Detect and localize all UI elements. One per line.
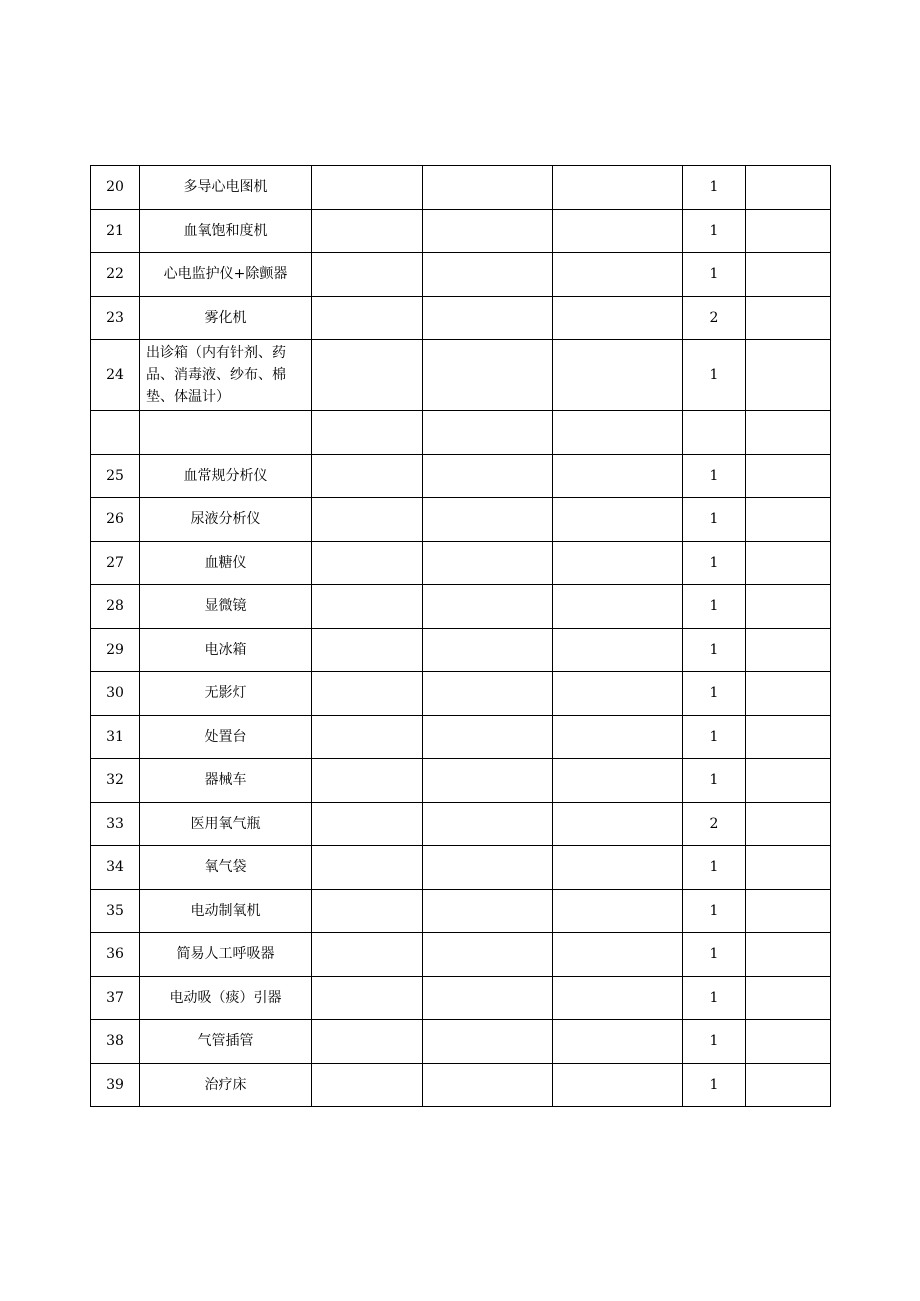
blank-cell-3 — [312, 1020, 423, 1064]
blank-cell-5 — [553, 166, 683, 210]
quantity-cell: 1 — [683, 933, 746, 977]
row-number-cell: 30 — [91, 672, 140, 716]
blank-cell-3 — [312, 933, 423, 977]
table-row — [91, 889, 831, 933]
blank-cell-5 — [553, 802, 683, 846]
quantity-cell: 1 — [683, 1020, 746, 1064]
equipment-name-cell: 气管插管 — [140, 1020, 312, 1064]
table-row — [91, 411, 831, 455]
table-row — [91, 802, 831, 846]
quantity-cell: 1 — [683, 846, 746, 890]
blank-cell-3 — [312, 411, 423, 455]
blank-cell-7 — [746, 1020, 831, 1064]
blank-cell-4 — [423, 759, 553, 803]
blank-cell-7 — [746, 340, 831, 411]
table-row — [91, 759, 831, 803]
equipment-name-cell: 血糖仪 — [140, 541, 312, 585]
blank-cell-5 — [553, 585, 683, 629]
row-number-cell: 27 — [91, 541, 140, 585]
blank-cell-4 — [423, 1063, 553, 1107]
blank-cell-4 — [423, 209, 553, 253]
row-number-cell: 26 — [91, 498, 140, 542]
blank-cell-3 — [312, 1063, 423, 1107]
equipment-name-cell: 器械车 — [140, 759, 312, 803]
row-number-cell: 31 — [91, 715, 140, 759]
equipment-name-cell: 氧气袋 — [140, 846, 312, 890]
blank-cell-5 — [553, 846, 683, 890]
quantity-cell: 1 — [683, 498, 746, 542]
blank-cell-7 — [746, 166, 831, 210]
blank-cell-7 — [746, 585, 831, 629]
quantity-cell: 1 — [683, 340, 746, 411]
blank-cell-4 — [423, 933, 553, 977]
blank-cell-7 — [746, 253, 831, 297]
table-row — [91, 933, 831, 977]
table-row — [91, 976, 831, 1020]
blank-cell-3 — [312, 253, 423, 297]
row-number-cell: 38 — [91, 1020, 140, 1064]
blank-cell-7 — [746, 628, 831, 672]
equipment-name-cell: 显微镜 — [140, 585, 312, 629]
row-number-cell: 23 — [91, 296, 140, 340]
table-row — [91, 715, 831, 759]
row-number-cell: 25 — [91, 454, 140, 498]
blank-cell-4 — [423, 802, 553, 846]
blank-cell-4 — [423, 976, 553, 1020]
blank-cell-4 — [423, 411, 553, 455]
blank-cell-7 — [746, 454, 831, 498]
equipment-name-cell: 无影灯 — [140, 672, 312, 716]
equipment-name-cell: 出诊箱（内有针剂、药品、消毒液、纱布、棉垫、体温计） — [140, 340, 312, 411]
row-number-cell: 37 — [91, 976, 140, 1020]
blank-cell-7 — [746, 296, 831, 340]
quantity-cell: 1 — [683, 1063, 746, 1107]
row-number-cell: 29 — [91, 628, 140, 672]
blank-cell-4 — [423, 628, 553, 672]
blank-cell-3 — [312, 846, 423, 890]
quantity-cell: 1 — [683, 759, 746, 803]
blank-cell-4 — [423, 672, 553, 716]
blank-cell-3 — [312, 672, 423, 716]
quantity-cell: 1 — [683, 253, 746, 297]
equipment-name-cell: 心电监护仪+除颤器 — [140, 253, 312, 297]
blank-cell-3 — [312, 715, 423, 759]
row-number-cell: 32 — [91, 759, 140, 803]
blank-cell-3 — [312, 209, 423, 253]
blank-cell-4 — [423, 454, 553, 498]
equipment-name-cell: 尿液分析仪 — [140, 498, 312, 542]
blank-cell-7 — [746, 889, 831, 933]
blank-cell-5 — [553, 296, 683, 340]
blank-cell-7 — [746, 498, 831, 542]
table-row — [91, 296, 831, 340]
equipment-table — [90, 165, 831, 1107]
blank-cell-4 — [423, 846, 553, 890]
equipment-name-cell: 简易人工呼吸器 — [140, 933, 312, 977]
table-row — [91, 209, 831, 253]
row-number-cell: 28 — [91, 585, 140, 629]
row-number-cell: 39 — [91, 1063, 140, 1107]
blank-cell-7 — [746, 209, 831, 253]
blank-cell-3 — [312, 340, 423, 411]
quantity-cell: 1 — [683, 166, 746, 210]
blank-cell-3 — [312, 498, 423, 542]
blank-cell-5 — [553, 1063, 683, 1107]
blank-cell-5 — [553, 340, 683, 411]
blank-cell-7 — [746, 541, 831, 585]
blank-cell-5 — [553, 541, 683, 585]
blank-cell-5 — [553, 209, 683, 253]
quantity-cell: 1 — [683, 628, 746, 672]
equipment-name-cell: 电冰箱 — [140, 628, 312, 672]
blank-cell-3 — [312, 454, 423, 498]
equipment-name-cell: 处置台 — [140, 715, 312, 759]
blank-cell-5 — [553, 498, 683, 542]
blank-cell-5 — [553, 628, 683, 672]
blank-cell-7 — [746, 846, 831, 890]
blank-cell-7 — [746, 933, 831, 977]
row-number-cell: 34 — [91, 846, 140, 890]
blank-cell-3 — [312, 889, 423, 933]
row-number-cell — [91, 411, 140, 455]
blank-cell-5 — [553, 715, 683, 759]
row-number-cell: 21 — [91, 209, 140, 253]
quantity-cell: 2 — [683, 802, 746, 846]
blank-cell-4 — [423, 253, 553, 297]
equipment-name-cell: 医用氧气瓶 — [140, 802, 312, 846]
blank-cell-5 — [553, 253, 683, 297]
blank-cell-7 — [746, 759, 831, 803]
blank-cell-4 — [423, 340, 553, 411]
table-row — [91, 454, 831, 498]
blank-cell-7 — [746, 672, 831, 716]
blank-cell-5 — [553, 933, 683, 977]
table-row — [91, 498, 831, 542]
equipment-name-cell: 多导心电图机 — [140, 166, 312, 210]
blank-cell-4 — [423, 166, 553, 210]
equipment-name-cell: 雾化机 — [140, 296, 312, 340]
table-row — [91, 1020, 831, 1064]
blank-cell-7 — [746, 976, 831, 1020]
blank-cell-5 — [553, 454, 683, 498]
table-row — [91, 253, 831, 297]
row-number-cell: 24 — [91, 340, 140, 411]
table-row — [91, 672, 831, 716]
blank-cell-7 — [746, 411, 831, 455]
blank-cell-3 — [312, 759, 423, 803]
quantity-cell: 1 — [683, 209, 746, 253]
equipment-name-cell: 电动制氧机 — [140, 889, 312, 933]
blank-cell-4 — [423, 585, 553, 629]
quantity-cell: 1 — [683, 672, 746, 716]
table-row — [91, 166, 831, 210]
equipment-name-cell: 血常规分析仪 — [140, 454, 312, 498]
blank-cell-5 — [553, 889, 683, 933]
table-row — [91, 340, 831, 411]
blank-cell-4 — [423, 1020, 553, 1064]
quantity-cell: 1 — [683, 585, 746, 629]
blank-cell-3 — [312, 802, 423, 846]
blank-cell-5 — [553, 976, 683, 1020]
blank-cell-3 — [312, 296, 423, 340]
blank-cell-4 — [423, 541, 553, 585]
blank-cell-5 — [553, 759, 683, 803]
table-row — [91, 628, 831, 672]
quantity-cell: 1 — [683, 889, 746, 933]
quantity-cell — [683, 411, 746, 455]
equipment-name-cell: 电动吸（痰）引器 — [140, 976, 312, 1020]
quantity-cell: 1 — [683, 976, 746, 1020]
row-number-cell: 22 — [91, 253, 140, 297]
blank-cell-4 — [423, 296, 553, 340]
blank-cell-3 — [312, 585, 423, 629]
blank-cell-5 — [553, 411, 683, 455]
equipment-name-cell: 血氧饱和度机 — [140, 209, 312, 253]
row-number-cell: 33 — [91, 802, 140, 846]
blank-cell-3 — [312, 628, 423, 672]
blank-cell-4 — [423, 498, 553, 542]
blank-cell-4 — [423, 715, 553, 759]
quantity-cell: 1 — [683, 454, 746, 498]
blank-cell-4 — [423, 889, 553, 933]
table-body — [91, 166, 831, 1107]
blank-cell-7 — [746, 715, 831, 759]
blank-cell-3 — [312, 976, 423, 1020]
blank-cell-7 — [746, 802, 831, 846]
table-row — [91, 541, 831, 585]
equipment-name-cell: 治疗床 — [140, 1063, 312, 1107]
quantity-cell: 1 — [683, 541, 746, 585]
quantity-cell: 1 — [683, 715, 746, 759]
table-row — [91, 846, 831, 890]
quantity-cell: 2 — [683, 296, 746, 340]
row-number-cell: 35 — [91, 889, 140, 933]
blank-cell-5 — [553, 672, 683, 716]
blank-cell-7 — [746, 1063, 831, 1107]
equipment-name-cell — [140, 411, 312, 455]
row-number-cell: 20 — [91, 166, 140, 210]
row-number-cell: 36 — [91, 933, 140, 977]
table-row — [91, 1063, 831, 1107]
table-row — [91, 585, 831, 629]
blank-cell-5 — [553, 1020, 683, 1064]
blank-cell-3 — [312, 541, 423, 585]
blank-cell-3 — [312, 166, 423, 210]
